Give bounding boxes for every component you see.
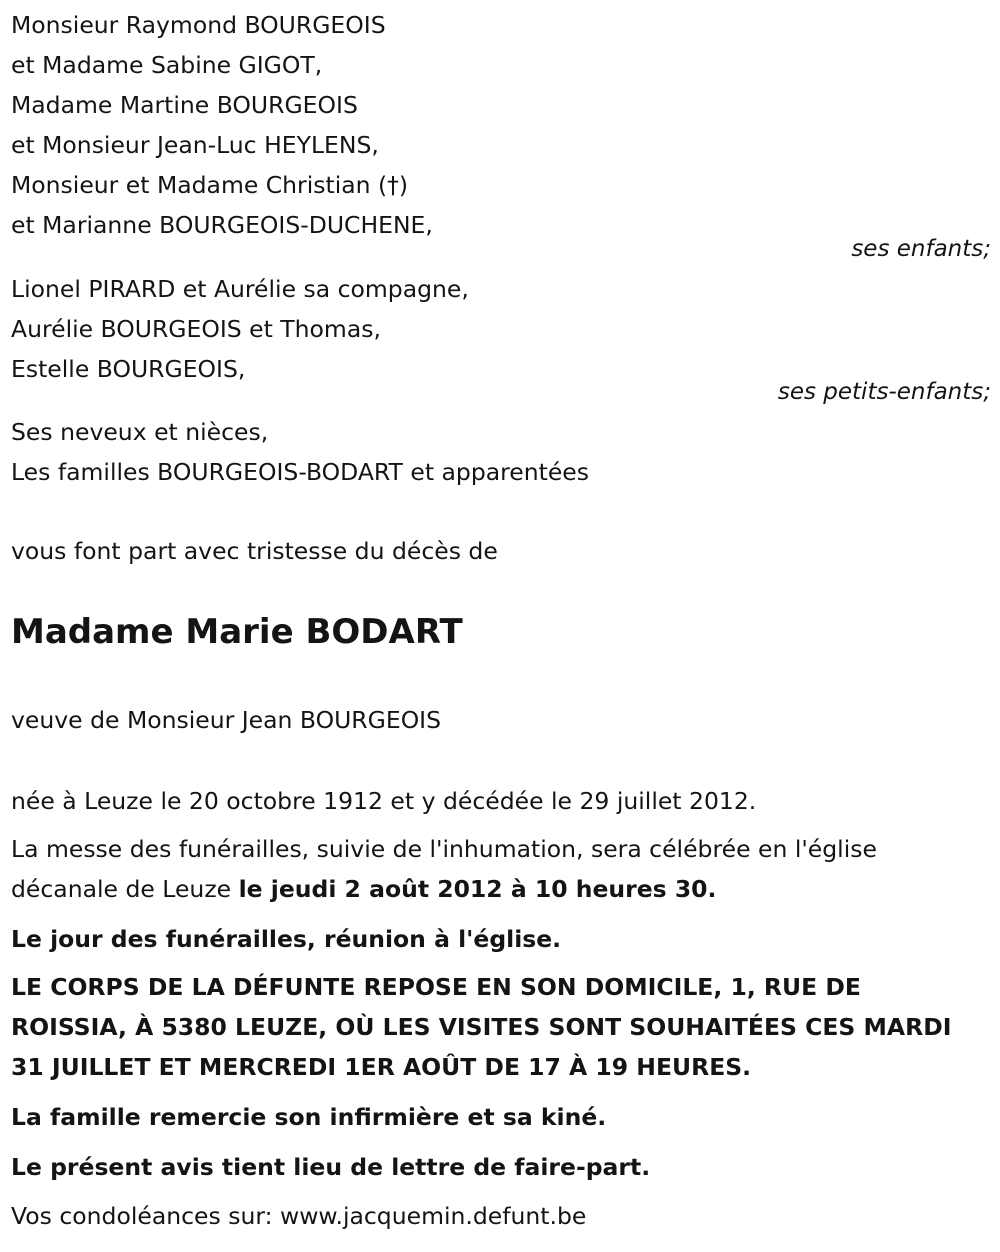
children-line: et Marianne BOURGEOIS-DUCHENE,	[11, 211, 433, 239]
mass-date-time: le jeudi 2 août 2012 à 10 heures 30.	[238, 875, 717, 903]
children-line: Madame Martine BOURGEOIS	[11, 91, 358, 119]
mass-line-2	[11, 869, 877, 909]
others-block	[11, 412, 589, 492]
mass-line-1: La messe des funérailles, suivie de l'inhumation, sera célébrée en l'église	[11, 835, 877, 863]
widow-of: veuve de Monsieur Jean BOURGEOIS	[11, 706, 442, 734]
mass-line-2-prefix: décanale de Leuze	[11, 875, 239, 903]
grandchildren-line: Lionel PIRARD et Aurélie sa compagne,	[11, 275, 469, 303]
grandchildren-block	[11, 269, 469, 389]
body-rest-line: LE CORPS DE LA DÉFUNTE REPOSE EN SON DOMICILE, 1, RUE DE	[11, 973, 861, 1001]
grandchildren-line: Estelle BOURGEOIS,	[11, 355, 246, 383]
grandchildren-line: Aurélie BOURGEOIS et Thomas,	[11, 315, 381, 343]
meeting-note: Le jour des funérailles, réunion à l'église.	[11, 925, 562, 953]
body-rest-line: ROISSIA, À 5380 LEUZE, OÙ LES VISITES SONT SOUHAITÉES CES MARDI	[11, 1013, 952, 1041]
condolences-link-text: Vos condoléances sur: www.jacquemin.defunt.be	[11, 1202, 587, 1230]
body-rest-line: 31 JUILLET ET MERCREDI 1ER AOÛT DE 17 À 19 HEURES.	[11, 1053, 752, 1081]
notice-note: Le présent avis tient lieu de lettre de faire-part.	[11, 1153, 651, 1181]
children-line: Monsieur Raymond BOURGEOIS	[11, 11, 386, 39]
deceased-name: Madame Marie BODART	[11, 612, 463, 652]
grandchildren-role: ses petits-enfants;	[777, 379, 991, 405]
others-line: Ses neveux et nièces,	[11, 418, 269, 446]
body-rest-block	[11, 967, 951, 1087]
thanks-note: La famille remercie son infirmière et sa kiné.	[11, 1103, 607, 1131]
announcement: vous font part avec tristesse du décès de	[11, 537, 498, 565]
mass-block	[11, 829, 877, 909]
children-line: Monsieur et Madame Christian (†)	[11, 171, 409, 199]
children-line: et Madame Sabine GIGOT,	[11, 51, 323, 79]
others-line: Les familles BOURGEOIS-BODART et apparentées	[11, 458, 590, 486]
children-role: ses enfants;	[851, 236, 991, 262]
children-block	[11, 5, 433, 245]
children-line: et Monsieur Jean-Luc HEYLENS,	[11, 131, 379, 159]
birth-death: née à Leuze le 20 octobre 1912 et y décédée le 29 juillet 2012.	[11, 787, 757, 815]
